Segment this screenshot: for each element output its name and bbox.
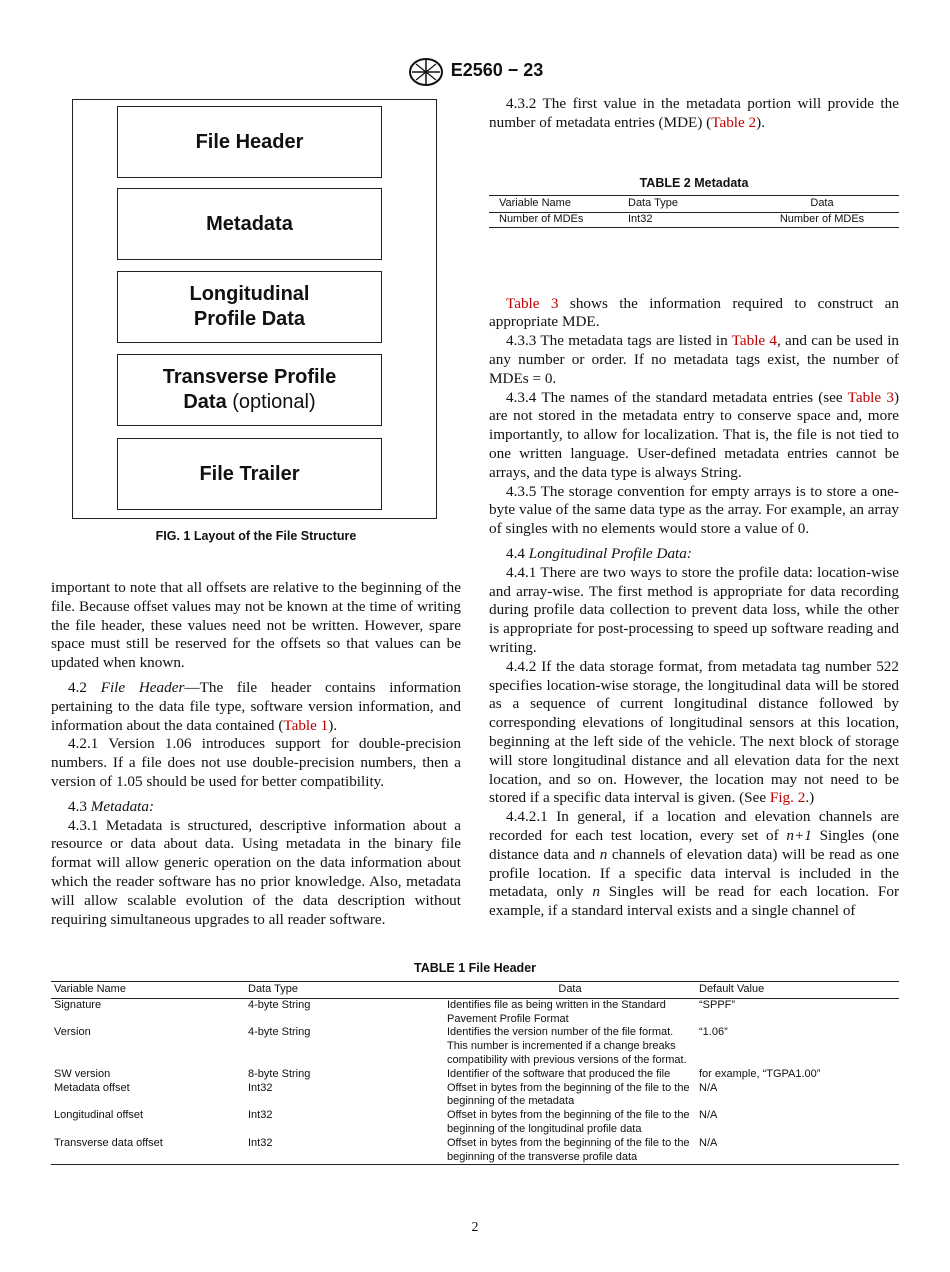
- table-row: Metadata offset Int32 Offset in bytes from the beginning of the file to the beginning of the metadata N/A: [54, 1081, 718, 1108]
- table-row: Version 4-byte String Identifies the version number of the file format. This number is incremented if a change breaks compatibility with previous versions of the format. “1.06”: [54, 1026, 728, 1066]
- page-number: 2: [471, 1220, 479, 1235]
- table-header-cell: Variable Name: [499, 197, 571, 209]
- paragraph: 4.3.5 The storage convention for empty arrays is to store a one-byte value of the same data type as the array. For example, an array of singles with no elements would store a value of 0.: [489, 482, 899, 538]
- paragraph: 4.3.4 The names of the standard metadata entries (see Table 3) are not stored in the metadata entry to conserve space and, more importantly, to allow for localization. That is, the file is not tied to one written language. User-defined metadata entries cannot be arrays, and the data type is always String.: [489, 388, 899, 481]
- paragraph: 4.4.2 If the data storage format, from metadata tag number 522 specifies location-wise storage, the longitudinal data will be stored as a sequence of current longitudinal distance followed by corresponding elevations of longitudinal sensors at this location, beginning at the left side of the vehicle. The next block of storage will store longitudinal distance and all elevation data for the next location, and so on. However, the location may not need to be stored if a specific data interval is given. (See Fig. 2.): [489, 657, 899, 807]
- table-header-cell: Data Type: [248, 983, 298, 995]
- paragraph: 4.4.1 There are two ways to store the profile data: location-wise and array-wise. The first method is appropriate for data recording during profile data collection to prevent data loss, while the other is appropriate for post-processing to speed up software reading and writing.: [489, 563, 899, 656]
- table-header-cell: Data: [810, 197, 834, 209]
- table2-link[interactable]: Table 2: [711, 113, 757, 131]
- paragraph: 4.3.2 The first value in the metadata portion will provide the number of metadata entries (MDE) (Table 2).: [489, 95, 899, 131]
- table3-link[interactable]: Table 3: [847, 388, 894, 406]
- page-header: [0, 57, 950, 87]
- paragraph: 4.3.1 Metadata is structured, descriptive information about a resource or data about data. Using metadata in the binary file format will allow generic operation on the data information about which the reader software has no prior knowledge. Also, metadata will allow scalable evolution of the data description without requiring simultaneous upgrades to all reader software.: [51, 816, 461, 928]
- table-row: Number of MDEs Int32 Number of MDEs: [489, 212, 899, 227]
- paragraph: 4.3.3 The metadata tags are listed in Table 4, and can be used in any number or order. If no metadata tags exist, the number of MDEs = 0.: [489, 332, 900, 387]
- fig-box-file-trailer: File Trailer: [117, 438, 382, 510]
- fig-box-transverse: Transverse Profile Data (optional): [117, 354, 382, 426]
- fig-box-file-header: File Header: [117, 106, 382, 178]
- table-header-cell: Default Value: [699, 983, 765, 995]
- astm-logo-icon: [407, 57, 445, 87]
- table-header-cell: Data Type: [628, 197, 678, 209]
- table1-file-header: [51, 981, 899, 1165]
- table-row: Signature 4-byte String Identifies file as being written in the Standard Pavement Profile Format “SPPF”: [54, 998, 736, 1025]
- table1-caption: TABLE 1 File Header: [413, 961, 537, 975]
- table2-metadata: [489, 195, 899, 228]
- table4-link[interactable]: Table 4: [731, 332, 778, 350]
- paragraph: Table 3 shows the information required to construct an appropriate MDE.: [489, 294, 899, 331]
- fig-box-metadata: Metadata: [117, 188, 382, 260]
- section-heading: 4.3 Metadata:: [68, 797, 155, 815]
- left-column: [51, 579, 461, 929]
- paragraph: 4.2 File Header—The file header contains information pertaining to the data file type, software version information, and information about the data contained (Table 1).: [51, 678, 461, 734]
- table-header-cell: Data: [558, 983, 582, 995]
- table1-link[interactable]: Table 1: [283, 716, 329, 734]
- table-row: SW version 8-byte String Identifier of the software that produced the file for example, “TGPA1.00”: [54, 1067, 821, 1080]
- paragraph: 4.2.1 Version 1.06 introduces support for double-precision numbers. If a file does not use double-precision numbers, then a version of 1.05 should be used for better compatibility.: [51, 735, 461, 790]
- fig2-link[interactable]: Fig. 2: [769, 789, 806, 807]
- table-header-cell: Variable Name: [54, 983, 126, 995]
- doc-id: E2560 − 23: [450, 60, 544, 81]
- table3-link[interactable]: Table 3: [506, 294, 559, 312]
- table-row: Transverse data offset Int32 Offset in bytes from the beginning of the file to the beginning of the transverse profile data N/A: [51, 1137, 899, 1165]
- fig-box-longitudinal: Longitudinal Profile Data: [117, 271, 382, 343]
- paragraph: 4.4.2.1 In general, if a location and elevation channels are recorded for each test location, every set of n+1 Singles (one distance data and n channels of elevation data) will be read as one profile location. If a specific data interval is included in the metadata, only n Singles will be read for each location. For example, if a standard interval exists and a single channel of: [489, 808, 899, 920]
- section-heading: 4.4 Longitudinal Profile Data:: [506, 544, 692, 562]
- paragraph: important to note that all offsets are relative to the beginning of the file. Because offset values may not be known at the time of writing the file header, these values need not be written. However, spare space must still be reserved for the offsets so that values can be updated when known.: [51, 579, 461, 672]
- table2-caption: TABLE 2 Metadata: [639, 176, 749, 190]
- figure-caption: FIG. 1 Layout of the File Structure: [155, 529, 357, 543]
- table-row: Longitudinal offset Int32 Offset in bytes from the beginning of the file to the beginning of the longitudinal profile data N/A: [54, 1109, 718, 1135]
- figure-file-structure: [72, 99, 437, 519]
